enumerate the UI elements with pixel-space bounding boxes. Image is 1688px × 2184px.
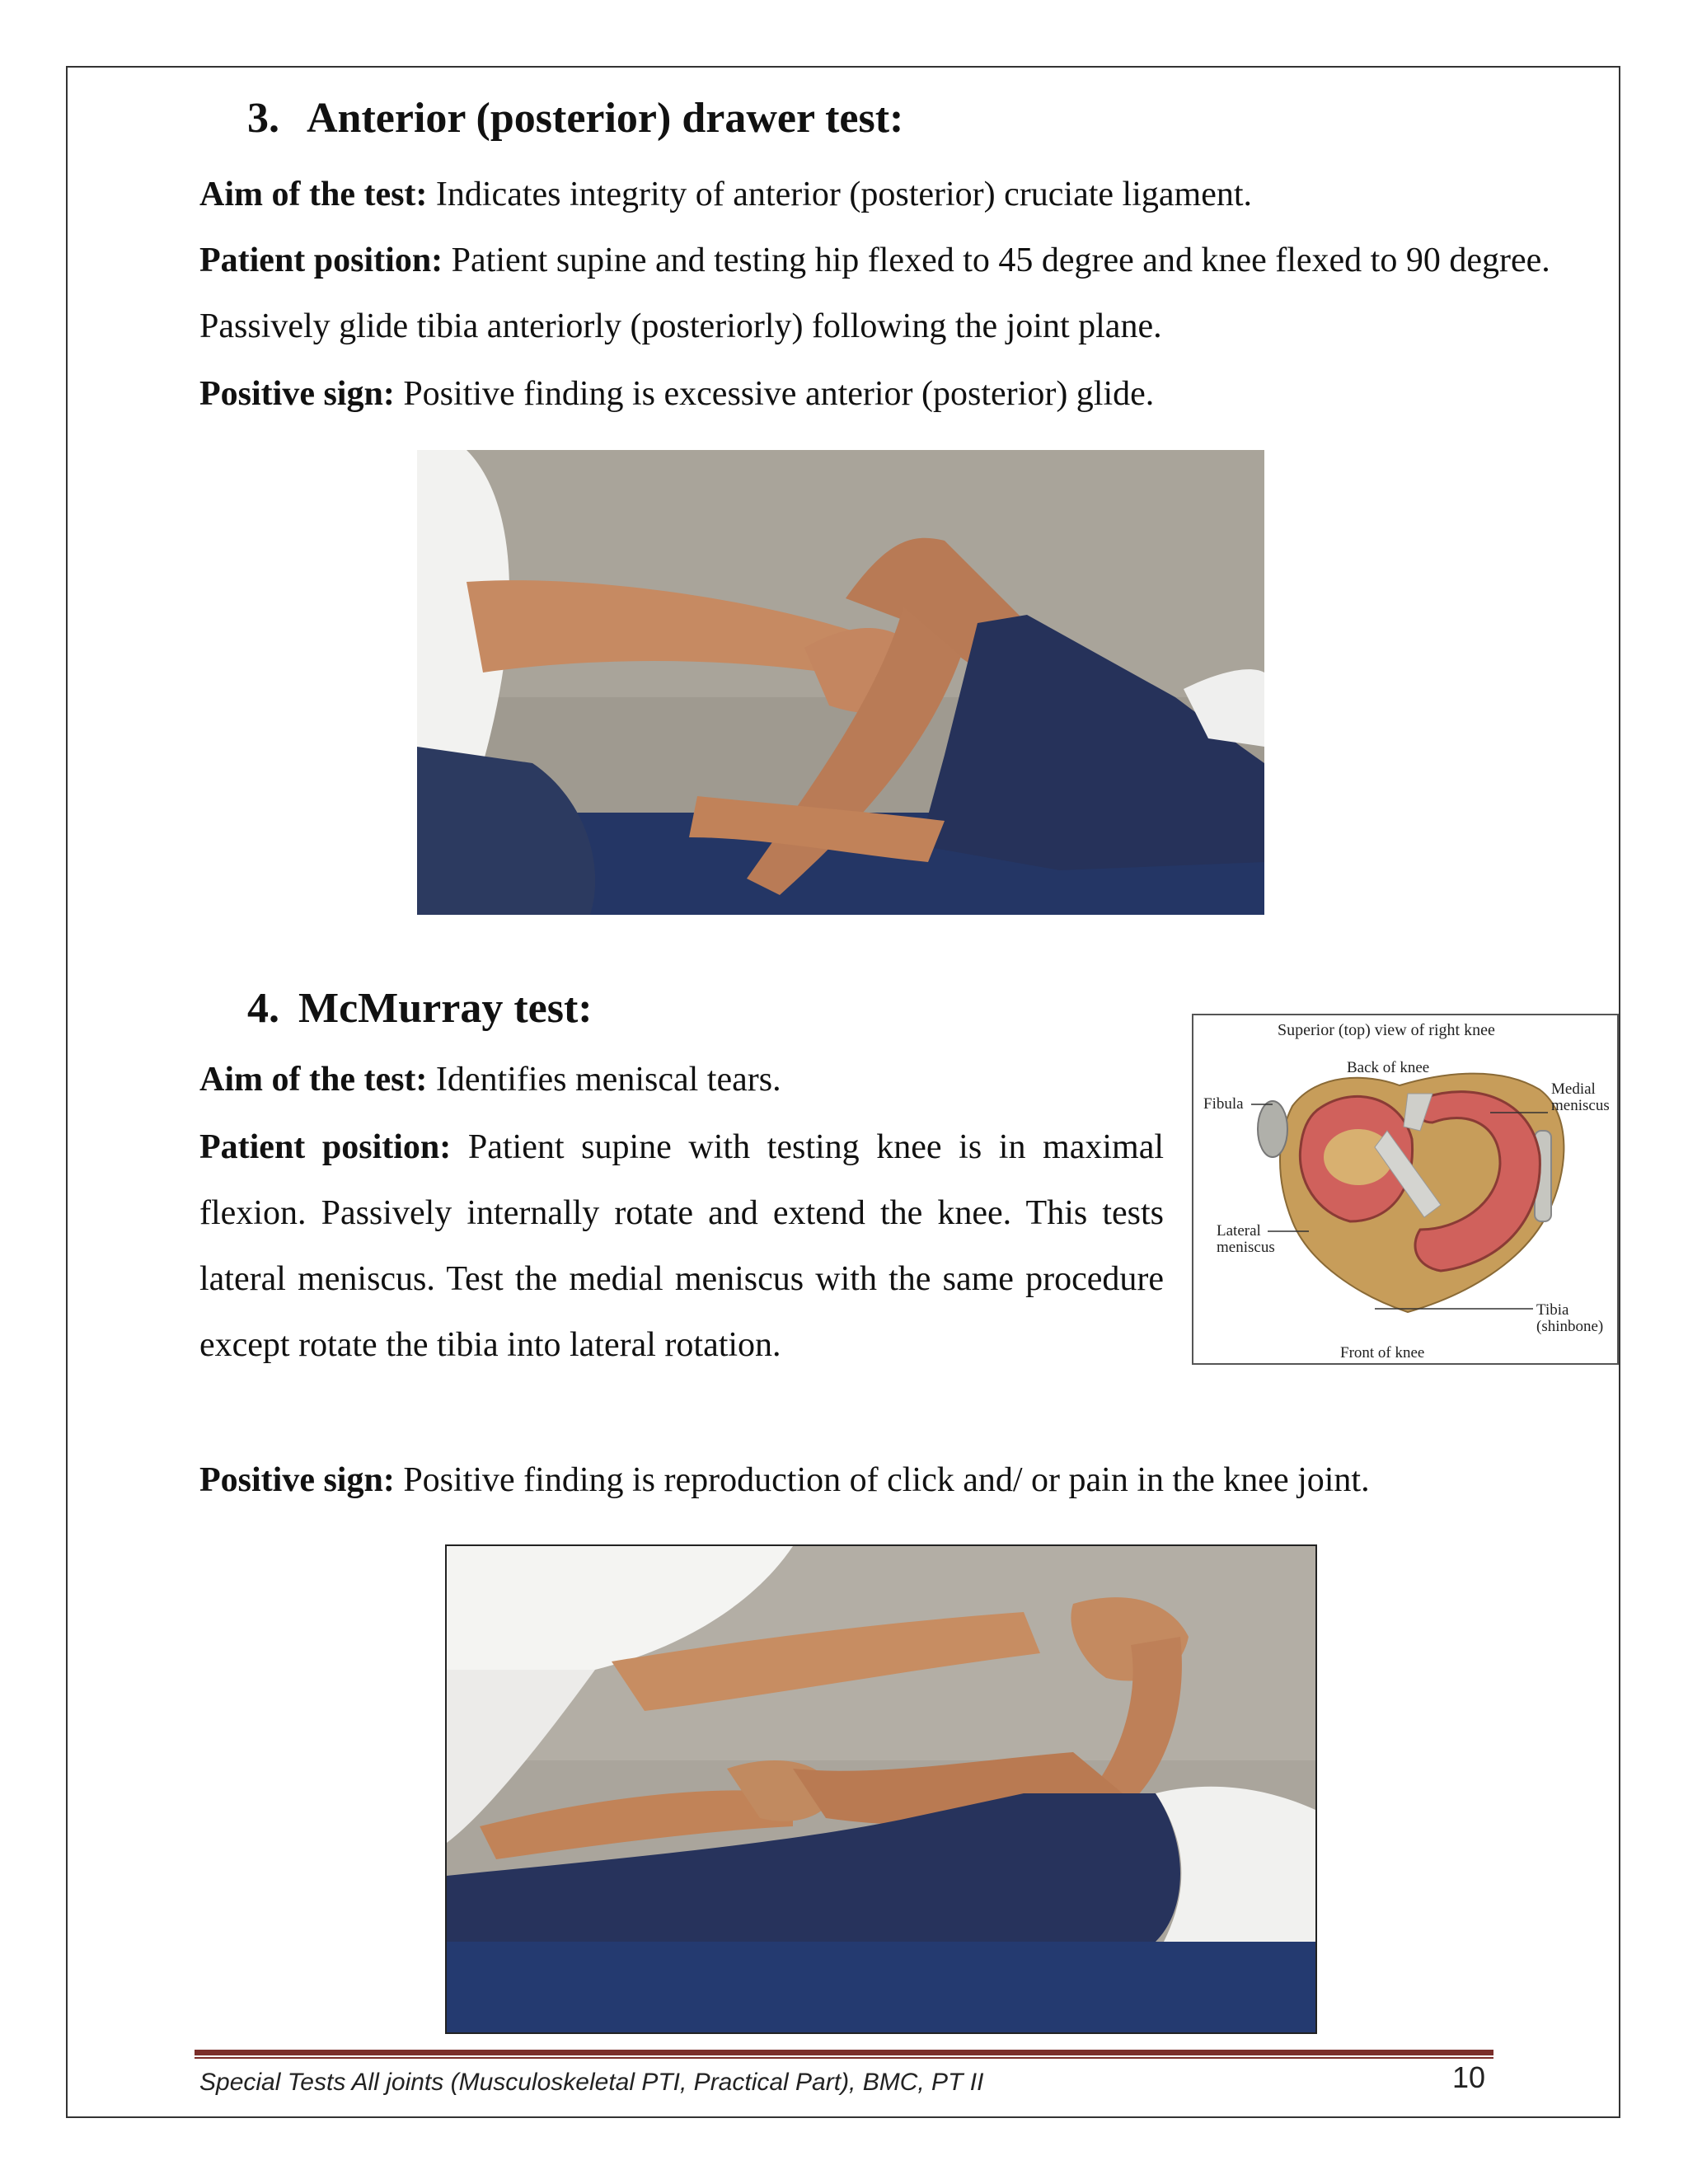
drawer-test-illustration: [417, 450, 1264, 915]
section-4-aim: [199, 1047, 1189, 1113]
footer-rule-thin: [195, 2057, 1493, 2059]
diagram-lateral-label: [1217, 1223, 1275, 1256]
lateral-line-2: meniscus: [1217, 1239, 1275, 1256]
footer-text: Special Tests All joints (Musculoskeletal PTI, Practical Part), BMC, PT II: [199, 2069, 984, 2096]
section-4-position: [199, 1114, 1164, 1378]
section-3-aim: [199, 162, 1551, 227]
medial-line-1: Medial: [1551, 1080, 1596, 1098]
aim-text: Indicates integrity of anterior (posterior) cruciate ligament.: [427, 176, 1253, 213]
diagram-tibia-label: [1536, 1302, 1603, 1335]
positive-label: Positive sign:: [199, 1461, 395, 1499]
position-label: Patient position:: [199, 1128, 452, 1166]
tibia-line-2: (shinbone): [1536, 1318, 1604, 1335]
medial-line-2: meniscus: [1551, 1097, 1610, 1114]
diagram-title: Superior (top) view of right knee: [1278, 1021, 1495, 1039]
section-3-heading: [247, 94, 903, 143]
tibia-line-1: Tibia: [1536, 1301, 1569, 1319]
section-3-title: Anterior (posterior) drawer test:: [307, 95, 904, 142]
diagram-back-label: Back of knee: [1347, 1059, 1430, 1076]
section-3-number: 3.: [247, 95, 279, 142]
mcmurray-test-photo: [445, 1544, 1317, 2034]
knee-meniscus-diagram: [1192, 1014, 1619, 1365]
footer-rule-thick: [195, 2050, 1493, 2055]
position-text: Patient supine and testing hip flexed to 45 degree and knee flexed to 90 degree. Passively glide tibia anteriorly (posteriorly) following the joint plane.: [199, 241, 1550, 345]
position-text: Patient supine with testing knee is in maximal flexion. Passively internally rotate and extend the knee. This tests lateral meniscus. Test the medial meniscus with the same procedure except rotate the tibia into lateral rotation.: [199, 1128, 1165, 1364]
aim-label: Aim of the test:: [199, 176, 428, 213]
section-3-positive: [199, 361, 1551, 427]
positive-text: Positive finding is reproduction of click and/ or pain in the knee joint.: [394, 1461, 1370, 1499]
drawer-test-photo: [417, 450, 1264, 915]
diagram-fibula-label: Fibula: [1203, 1095, 1244, 1113]
positive-label: Positive sign:: [199, 375, 395, 413]
page-number: 10: [1452, 2060, 1486, 2094]
section-4-number: 4.: [247, 985, 279, 1032]
section-4-heading: [247, 984, 593, 1033]
aim-text: Identifies meniscal tears.: [427, 1061, 781, 1099]
section-3-position: [199, 227, 1551, 359]
positive-text: Positive finding is excessive anterior (posterior) glide.: [394, 375, 1155, 413]
diagram-front-label: Front of knee: [1340, 1344, 1425, 1361]
mcmurray-test-illustration: [447, 1546, 1315, 2032]
lateral-line-1: Lateral: [1217, 1222, 1261, 1240]
position-label: Patient position:: [199, 241, 443, 279]
diagram-medial-label: [1551, 1081, 1610, 1114]
section-4-positive: [199, 1447, 1584, 1513]
section-4-title: McMurray test:: [298, 985, 593, 1032]
aim-label: Aim of the test:: [199, 1061, 428, 1099]
